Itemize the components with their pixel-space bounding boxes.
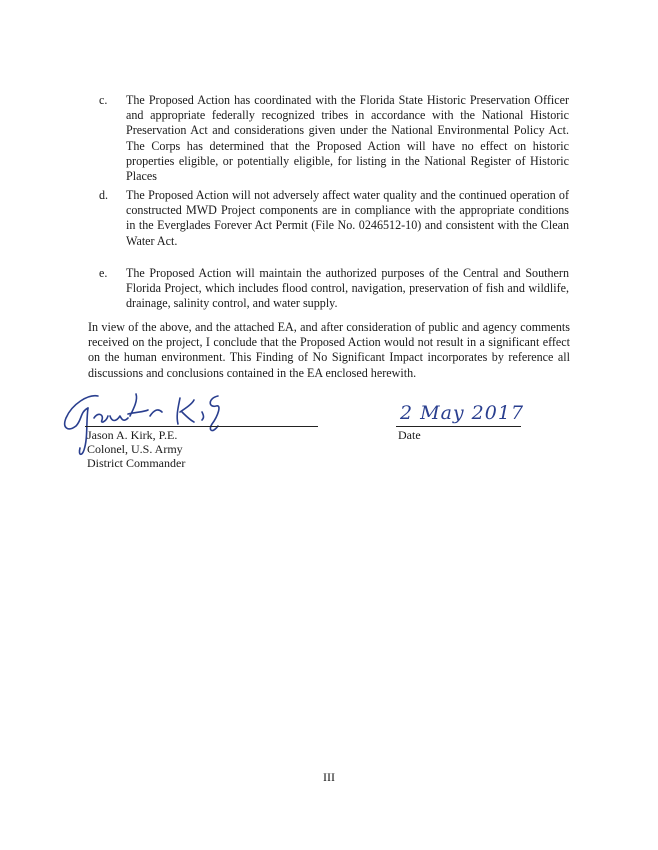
list-letter: e. xyxy=(99,266,108,280)
signature-line xyxy=(85,426,318,427)
list-item-text: The Proposed Action will not adversely affect water quality and the continued operation of constructed MWD Project components are in compliance with the appropriate conditions in the Everglades Forever Act Permit (File No. 0246512-10) and consistent with the Clean Water Act. xyxy=(126,188,569,248)
list-item-c xyxy=(99,93,569,184)
list-item-e xyxy=(99,266,569,312)
date-line xyxy=(396,426,521,427)
list-item-text: The Proposed Action will maintain the authorized purposes of the Central and Southern Florida Project, which includes flood control, navigation, preservation of fish and wildlife, drainage, salinity control, and water supply. xyxy=(126,266,569,311)
signer-title: District Commander xyxy=(87,456,186,470)
conclusion-paragraph: In view of the above, and the attached EA, and after consideration of public and agency comments received on the project, I conclude that the Proposed Action would not result in a significant effect on the human environment. This Finding of No Significant Impact incorporates by reference all discussions and conclusions contained in the EA enclosed herewith. xyxy=(88,320,570,380)
list-item-d xyxy=(99,188,569,249)
handwritten-date: 2 May 2017 xyxy=(400,402,525,424)
signer-name: Jason A. Kirk, P.E. xyxy=(87,428,178,442)
list-letter: c. xyxy=(99,93,108,107)
signer-rank: Colonel, U.S. Army xyxy=(87,442,183,456)
page-number: III xyxy=(323,770,335,784)
list-letter: d. xyxy=(99,188,109,202)
date-label: Date xyxy=(398,428,421,442)
list-item-text: The Proposed Action has coordinated with the Florida State Historic Preservation Officer and appropriate federally recognized tribes in accordance with the National Historic Preservation Act and considerations given under the National Environmental Policy Act. The Corps has determined that the Proposed Action will have no effect on historic properties eligible, or potentially eligible, for listing in the National Register of Historic Places xyxy=(126,93,569,184)
